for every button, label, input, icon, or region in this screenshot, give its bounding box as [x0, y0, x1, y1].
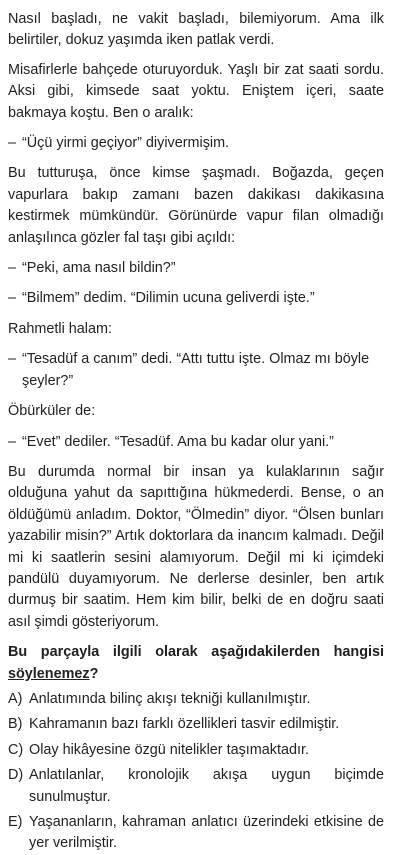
- answer-option-c[interactable]: [8, 740, 384, 761]
- dialogue-text: “Bilmem” dedim. “Dilimin ucuna geliverdi işte.”: [22, 290, 315, 307]
- dialogue-dash: –: [8, 351, 17, 368]
- option-letter: E): [8, 814, 23, 830]
- passage-paragraph: Nasıl başladı, ne vakit başladı, bilemiyorum. Ama ilk belirtiler, dokuz yaşımda iken patlak verdi.: [8, 11, 384, 49]
- option-text: Kahramanın bazı farklı özellikleri tasvir edilmiştir.: [29, 716, 340, 733]
- dialogue-line: [8, 349, 384, 392]
- question-text: Bu parçayla ilgili olarak aşağıdakilerden hangisi: [8, 644, 384, 661]
- dialogue-text: “Üçü yirmi geçiyor” diyivermişim.: [22, 135, 230, 152]
- question-mark: ?: [89, 665, 99, 682]
- passage-paragraph: Öbürküler de:: [8, 403, 96, 420]
- option-text: Olay hikâyesine özgü nitelikler taşımaktadır.: [29, 741, 309, 758]
- option-letter: A): [8, 690, 23, 707]
- dialogue-dash: –: [8, 260, 17, 277]
- passage-paragraph: Bu tutturuşa, önce kimse şaşmadı. Boğazda, geçen vapurlara bakıp zamanı bazen dakikası dakikasına kestirmek mümkündür. Görünürde vapur filan olmadığı anlaşılınca gözler fal taşı gibi açıldı:: [8, 165, 384, 246]
- dialogue-text: “Evet” dediler. “Tesadüf. Ama bu kadar olur yani.”: [22, 433, 334, 450]
- option-letter: B): [8, 716, 23, 733]
- question-negation-underlined: söylenemez: [8, 665, 90, 682]
- passage-paragraph: Rahmetli halam:: [8, 320, 112, 337]
- answer-option-e[interactable]: [8, 812, 384, 855]
- option-text: Anlatımında bilinç akışı tekniği kullanılmıştır.: [29, 690, 311, 707]
- dialogue-dash: –: [8, 433, 17, 450]
- option-letter: D): [8, 767, 24, 784]
- dialogue-dash: –: [8, 135, 17, 152]
- answer-options: [8, 689, 384, 855]
- question-stem: [8, 642, 384, 685]
- dialogue-line: [8, 133, 384, 154]
- answer-option-b[interactable]: [8, 714, 384, 735]
- dialogue-text: “Peki, ama nasıl bildin?”: [22, 260, 176, 277]
- dialogue-line: [8, 258, 384, 279]
- option-text: Anlatılanlar, kronolojik akışa uygun biçimde sunulmuştur.: [29, 767, 384, 805]
- answer-option-d[interactable]: [8, 765, 384, 808]
- reading-passage: [8, 9, 384, 633]
- passage-paragraph: Misafirlerle bahçede oturuyorduk. Yaşlı bir zat saati sordu. Aksi gibi, kimsede saat yoktu. Eniştem içeri, saate bakmaya koştu. Ben o aralık:: [8, 61, 384, 121]
- dialogue-line: [8, 432, 384, 453]
- option-letter: C): [8, 741, 24, 758]
- dialogue-dash: –: [8, 290, 17, 307]
- passage-paragraph: Bu durumda normal bir insan ya kulaklarının sağır olduğuna yahut da sapıttığına hükmederdi. Bense, o an öldüğümü anladım. Doktor, “Ölmedin” diyor. “Ölsen bunları yazabilir misin?” Artık doktorlara da inancım kalmadı. Değil mi ki saatlerin sesini alamıyorum. Değil mi ki içimdeki pandülü duyamıyorum. Ne derlerse desinler, ben artık durmuş bir saatim. Hem kim bilir, belki de en doğru saati asıl şimdi gösteriyorum.: [8, 463, 384, 630]
- answer-option-a[interactable]: [8, 689, 384, 710]
- option-text: Yaşananların, kahraman anlatıcı üzerindeki etkisine de yer verilmiştir.: [29, 814, 384, 852]
- dialogue-line: [8, 288, 384, 309]
- dialogue-text: “Tesadüf a canım” dedi. “Attı tuttu işte. Olmaz mı böyle şeyler?”: [22, 351, 370, 389]
